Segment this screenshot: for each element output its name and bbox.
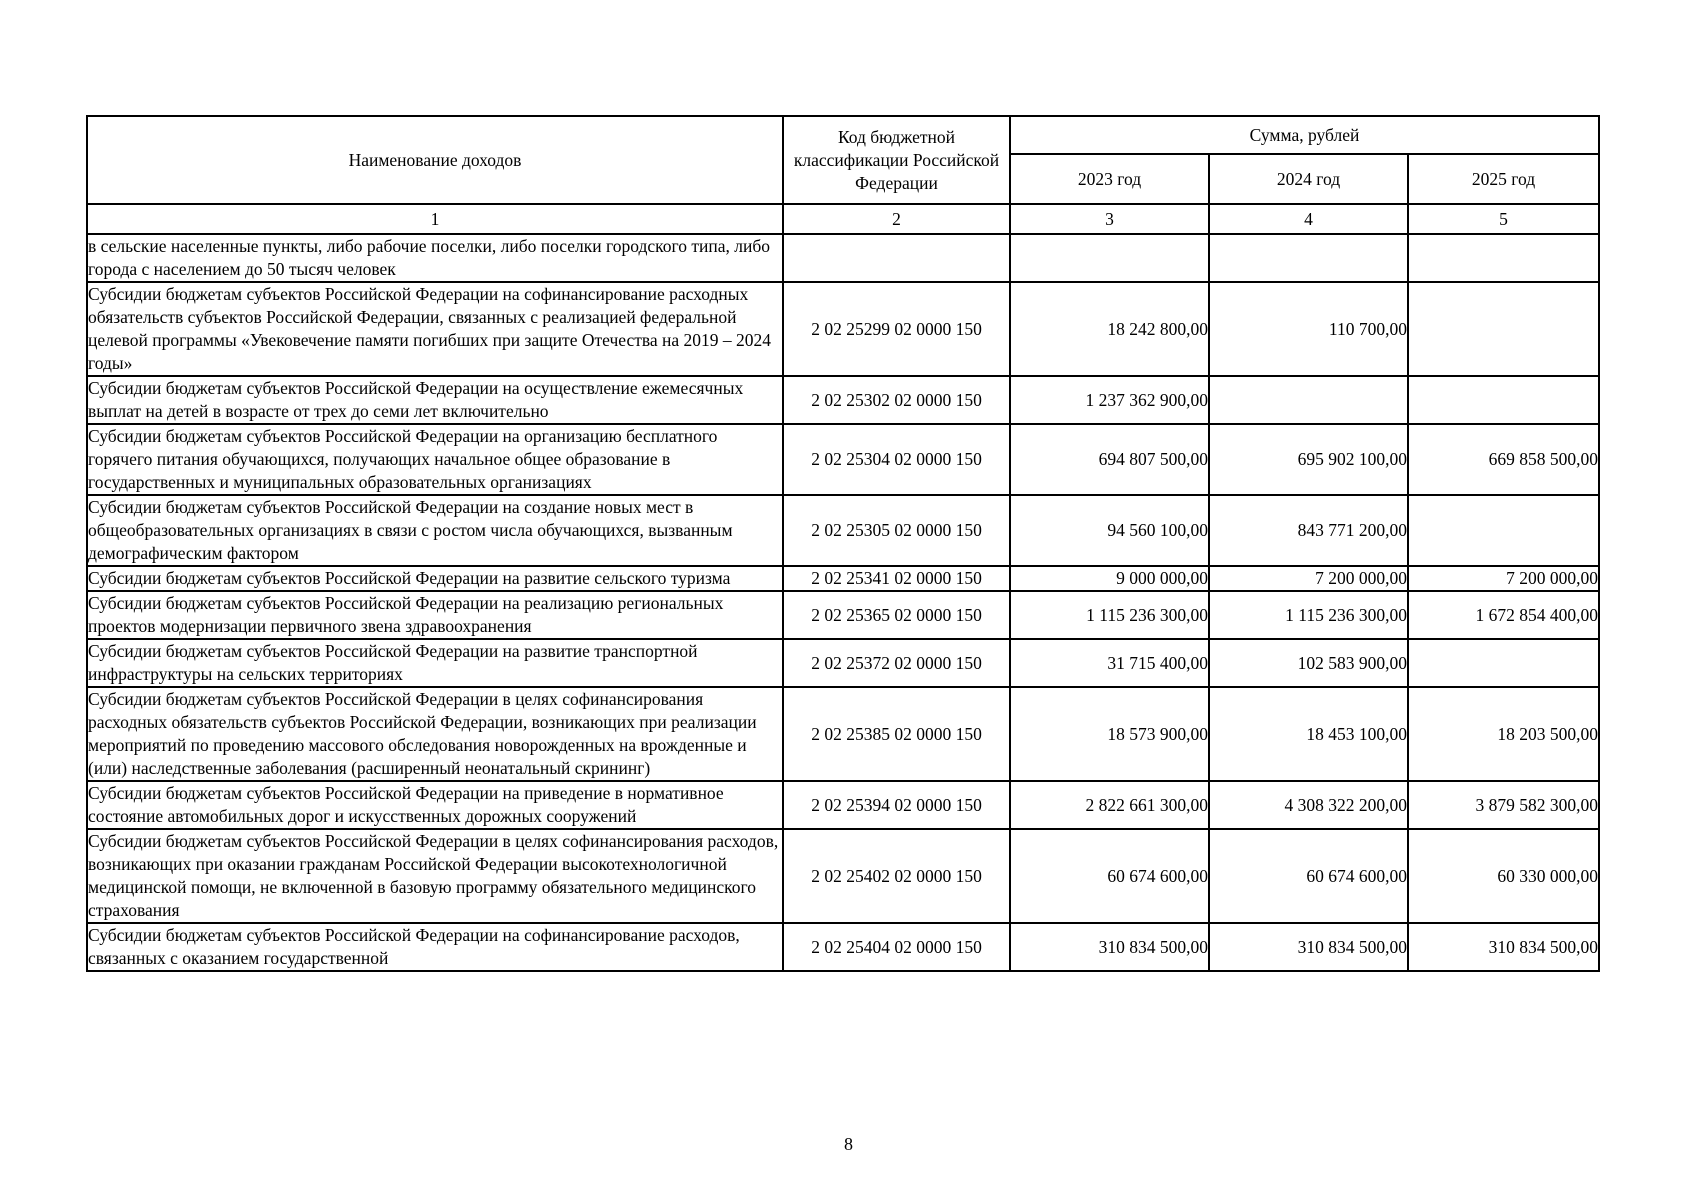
budget-code-cell: 2 02 25385 02 0000 150	[783, 687, 1010, 781]
table-row	[87, 376, 1599, 424]
table-row	[87, 923, 1599, 971]
revenue-name-cell: Субсидии бюджетам субъектов Российской Федерации на софинансирование расходных обязательств субъектов Российской Федерации, связанных с реализацией федеральной целевой программы «Увековечение памяти погибших при защите Отечества на 2019 – 2024 годы»	[87, 282, 783, 376]
amount-2023-cell: 31 715 400,00	[1010, 639, 1209, 687]
budget-code-cell: 2 02 25341 02 0000 150	[783, 566, 1010, 591]
amount-2025-cell: 310 834 500,00	[1408, 923, 1599, 971]
amount-2024-cell: 310 834 500,00	[1209, 923, 1408, 971]
revenue-name-cell: в сельские населенные пункты, либо рабочие поселки, либо поселки городского типа, либо города с населением до 50 тысяч человек	[87, 234, 783, 282]
amount-2025-cell: 3 879 582 300,00	[1408, 781, 1599, 829]
table-body	[87, 234, 1599, 971]
amount-2024-cell: 4 308 322 200,00	[1209, 781, 1408, 829]
column-number: 3	[1010, 204, 1209, 234]
amount-2024-cell	[1209, 376, 1408, 424]
amount-2025-cell	[1408, 282, 1599, 376]
revenue-name-cell: Субсидии бюджетам субъектов Российской Федерации на осуществление ежемесячных выплат на детей в возрасте от трех до семи лет включительно	[87, 376, 783, 424]
header-year-2023: 2023 год	[1010, 154, 1209, 204]
amount-2024-cell: 7 200 000,00	[1209, 566, 1408, 591]
header-budget-code: Код бюджетной классификации Российской Федерации	[783, 116, 1010, 204]
table-row	[87, 282, 1599, 376]
budget-code-cell: 2 02 25305 02 0000 150	[783, 495, 1010, 566]
revenue-name-cell: Субсидии бюджетам субъектов Российской Федерации на развитие транспортной инфраструктуры на сельских территориях	[87, 639, 783, 687]
amount-2023-cell: 1 237 362 900,00	[1010, 376, 1209, 424]
amount-2024-cell	[1209, 234, 1408, 282]
amount-2025-cell	[1408, 495, 1599, 566]
table-row	[87, 424, 1599, 495]
page-number: 8	[844, 1134, 853, 1154]
header-year-2024: 2024 год	[1209, 154, 1408, 204]
table-row	[87, 781, 1599, 829]
amount-2023-cell: 60 674 600,00	[1010, 829, 1209, 923]
column-number: 2	[783, 204, 1010, 234]
amount-2025-cell: 7 200 000,00	[1408, 566, 1599, 591]
amount-2023-cell: 310 834 500,00	[1010, 923, 1209, 971]
amount-2024-cell: 60 674 600,00	[1209, 829, 1408, 923]
amount-2024-cell: 1 115 236 300,00	[1209, 591, 1408, 639]
budget-code-cell: 2 02 25365 02 0000 150	[783, 591, 1010, 639]
amount-2024-cell: 695 902 100,00	[1209, 424, 1408, 495]
header-year-2025: 2025 год	[1408, 154, 1599, 204]
table-row	[87, 687, 1599, 781]
amount-2023-cell: 1 115 236 300,00	[1010, 591, 1209, 639]
amount-2023-cell: 2 822 661 300,00	[1010, 781, 1209, 829]
revenue-name-cell: Субсидии бюджетам субъектов Российской Федерации на организацию бесплатного горячего питания обучающихся, получающих начальное общее образование в государственных и муниципальных образовательных организациях	[87, 424, 783, 495]
column-number: 5	[1408, 204, 1599, 234]
amount-2025-cell: 60 330 000,00	[1408, 829, 1599, 923]
budget-code-cell: 2 02 25299 02 0000 150	[783, 282, 1010, 376]
budget-code-cell: 2 02 25304 02 0000 150	[783, 424, 1010, 495]
amount-2025-cell	[1408, 376, 1599, 424]
budget-code-cell	[783, 234, 1010, 282]
amount-2024-cell: 18 453 100,00	[1209, 687, 1408, 781]
budget-code-cell: 2 02 25302 02 0000 150	[783, 376, 1010, 424]
revenue-name-cell: Субсидии бюджетам субъектов Российской Федерации на создание новых мест в общеобразовательных организациях в связи с ростом числа обучающихся, вызванным демографическим фактором	[87, 495, 783, 566]
table-row	[87, 495, 1599, 566]
column-number: 1	[87, 204, 783, 234]
budget-code-cell: 2 02 25404 02 0000 150	[783, 923, 1010, 971]
revenue-name-cell: Субсидии бюджетам субъектов Российской Федерации в целях софинансирования расходов, возникающих при оказании гражданам Российской Федерации высокотехнологичной медицинской помощи, не включенной в базовую программу обязательного медицинского страхования	[87, 829, 783, 923]
revenue-name-cell: Субсидии бюджетам субъектов Российской Федерации на софинансирование расходов, связанных с оказанием государственной	[87, 923, 783, 971]
table-row	[87, 591, 1599, 639]
amount-2025-cell	[1408, 639, 1599, 687]
amount-2025-cell	[1408, 234, 1599, 282]
header-sum: Сумма, рублей	[1010, 116, 1599, 154]
revenue-table	[86, 115, 1600, 972]
budget-code-cell: 2 02 25402 02 0000 150	[783, 829, 1010, 923]
revenue-name-cell: Субсидии бюджетам субъектов Российской Федерации в целях софинансирования расходных обязательств субъектов Российской Федерации, возникающих при реализации мероприятий по проведению массового обследования новорожденных на врожденные и (или) наследственные заболевания (расширенный неонатальный скрининг)	[87, 687, 783, 781]
revenue-name-cell: Субсидии бюджетам субъектов Российской Федерации на развитие сельского туризма	[87, 566, 783, 591]
table-row	[87, 639, 1599, 687]
budget-code-cell: 2 02 25394 02 0000 150	[783, 781, 1010, 829]
amount-2024-cell: 102 583 900,00	[1209, 639, 1408, 687]
table-row	[87, 829, 1599, 923]
table-row	[87, 566, 1599, 591]
amount-2023-cell: 18 242 800,00	[1010, 282, 1209, 376]
budget-code-cell: 2 02 25372 02 0000 150	[783, 639, 1010, 687]
amount-2025-cell: 669 858 500,00	[1408, 424, 1599, 495]
revenue-name-cell: Субсидии бюджетам субъектов Российской Федерации на реализацию региональных проектов модернизации первичного звена здравоохранения	[87, 591, 783, 639]
amount-2023-cell: 18 573 900,00	[1010, 687, 1209, 781]
amount-2024-cell: 843 771 200,00	[1209, 495, 1408, 566]
header-revenue-name: Наименование доходов	[87, 116, 783, 204]
amount-2023-cell: 694 807 500,00	[1010, 424, 1209, 495]
column-number: 4	[1209, 204, 1408, 234]
revenue-name-cell: Субсидии бюджетам субъектов Российской Федерации на приведение в нормативное состояние автомобильных дорог и искусственных дорожных сооружений	[87, 781, 783, 829]
amount-2024-cell: 110 700,00	[1209, 282, 1408, 376]
amount-2023-cell	[1010, 234, 1209, 282]
amount-2023-cell: 9 000 000,00	[1010, 566, 1209, 591]
amount-2025-cell: 18 203 500,00	[1408, 687, 1599, 781]
table-row	[87, 234, 1599, 282]
amount-2025-cell: 1 672 854 400,00	[1408, 591, 1599, 639]
amount-2023-cell: 94 560 100,00	[1010, 495, 1209, 566]
